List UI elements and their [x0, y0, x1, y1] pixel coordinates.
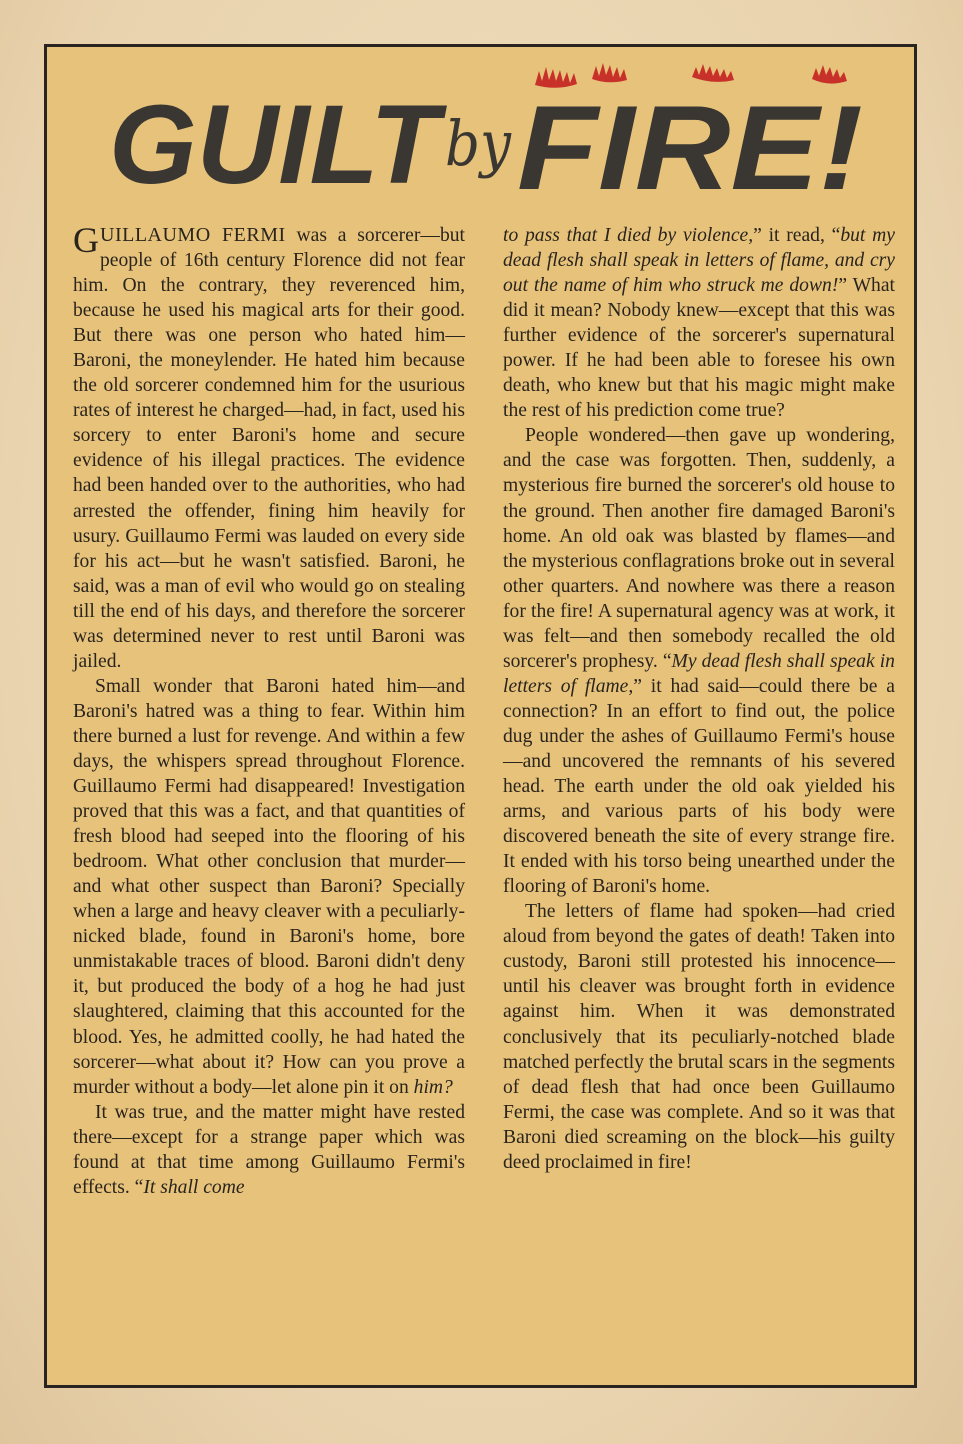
paragraph-3-start: [73, 1100, 465, 1200]
name-caps: UILLAUMO FERMI: [100, 224, 286, 246]
paragraph-4-quote: My dead flesh shall speak in letters of flame,: [503, 650, 895, 697]
paragraph-2: [73, 674, 465, 1100]
article-column-right: [503, 223, 895, 1175]
title-word-fire: FIRE!: [517, 81, 863, 215]
paragraph-3-text: It was true, and the matter might have rested there—except for a strange paper which was found at that time among Guillaumo Fermi's effects. “: [73, 1101, 465, 1198]
paragraph-4: [503, 423, 895, 899]
text-page-panel: [44, 44, 917, 1388]
title-word-by: by: [445, 107, 512, 180]
paragraph-2-text: Small wonder that Baroni hated him—and Baroni's hatred was a thing to fear. Within him there burned a lust for revenge. And within a few days, the whispers spread throughout Florence. Guillaumo Fermi had disappeared! Investigation proved that this was a fact, and that quantities of fresh blood had seeped into the flooring of his bedroom. What other conclusion that murder—and what other suspect than Baroni? Specially when a large and heavy cleaver with a peculiarly-nicked blade, found in Baroni's home, bore unmistakable traces of blood. Baroni didn't deny it, but produced the body of a hog he had just slaughtered, claiming that this accounted for the blood. Yes, he admitted coolly, he had hated the sorcerer—what about it? How can you prove a murder without a body—let alone pin it on: [73, 675, 465, 1098]
paragraph-4-text-b: ” it had said—could there be a connection? In an effort to find out, the police dug under the ashes of Guillaumo Fermi's house—and uncovered the remnants of his severed head. The earth under the old oak yielded his arms, and various parts of his body were discovered beneath the site of every strange fire. It ended with his torso being unearthed under the flooring of Baroni's home.: [503, 675, 895, 898]
paragraph-5-text: The letters of flame had spoken—had cried aloud from beyond the gates of death! Taken into custody, Baroni still protested his innocence—until his cleaver was brought forth in evidence against him. When it was demonstrated conclusively that its peculiarly-notched blade matched perfectly the brutal scars in the segments of dead flesh that had once been Guillaumo Fermi, the case was complete. And so it was that Baroni died screaming on the block—his guilty deed proclaimed in fire!: [503, 901, 895, 1173]
drop-cap: G: [73, 220, 99, 260]
paragraph-5: [503, 899, 895, 1175]
paragraph-3-quote-continued: to pass that I died by violence,: [503, 225, 754, 246]
paragraph-4-text: People wondered—then gave up wondering, and the case was forgotten. Then, suddenly, a mysterious fire burned the sorcerer's old house to the ground. Then another fire damaged Baroni's home. An old oak was blasted by flames—and the mysterious conflagrations broke out in several other quarters. And nowhere was there a reason for the fire! A supernatural agency was at work, it was felt—and then somebody recalled the old sorcerer's prophesy. “: [503, 425, 895, 672]
paragraph-1: [73, 220, 465, 674]
paragraph-3-quote-start: It shall come: [143, 1176, 245, 1198]
paragraph-3-text-b: ” it read, “: [753, 225, 841, 246]
article-column-left: [73, 220, 465, 1200]
paragraph-3-continued: [503, 223, 895, 423]
paragraph-3-text-c: ” What did it mean? Nobody knew—except that this was further evidence of the sorcerer's supernatural power. If he had been able to foresee his own death, who knew but that his magic might make the rest of his prediction come true?: [503, 275, 895, 422]
paragraph-3-quote-2: but my dead flesh shall speak in letters of flame, and cry out the name of him who struck me down!: [503, 225, 895, 297]
title-word-guilt: GUILT: [109, 82, 448, 207]
story-title: [47, 47, 914, 217]
article-body: [73, 220, 897, 1373]
paragraph-1-text: was a sorcerer—but people of 16th century Florence did not fear him. On the contrary, they reverenced him, because he used his magical arts for their good. But there was one person who hated him—Baroni, the moneylender. He hated him because the old sorcerer condemned him for the usurious rates of interest he charged—had, in fact, used his sorcery to enter Baroni's home and secure evidence of his illegal practices. The evidence had been handed over to the authorities, who had arrested the offender, fining him heavily for usury. Guillaumo Fermi was lauded on every side for his act—but he wasn't satisfied. Baroni, he said, was a man of evil who would go on stealing till the end of his days, and therefore the sorcerer was determined never to rest until Baroni was jailed.: [73, 225, 465, 672]
paragraph-2-emphasis: him?: [413, 1076, 453, 1098]
title-lettering: [47, 47, 914, 217]
